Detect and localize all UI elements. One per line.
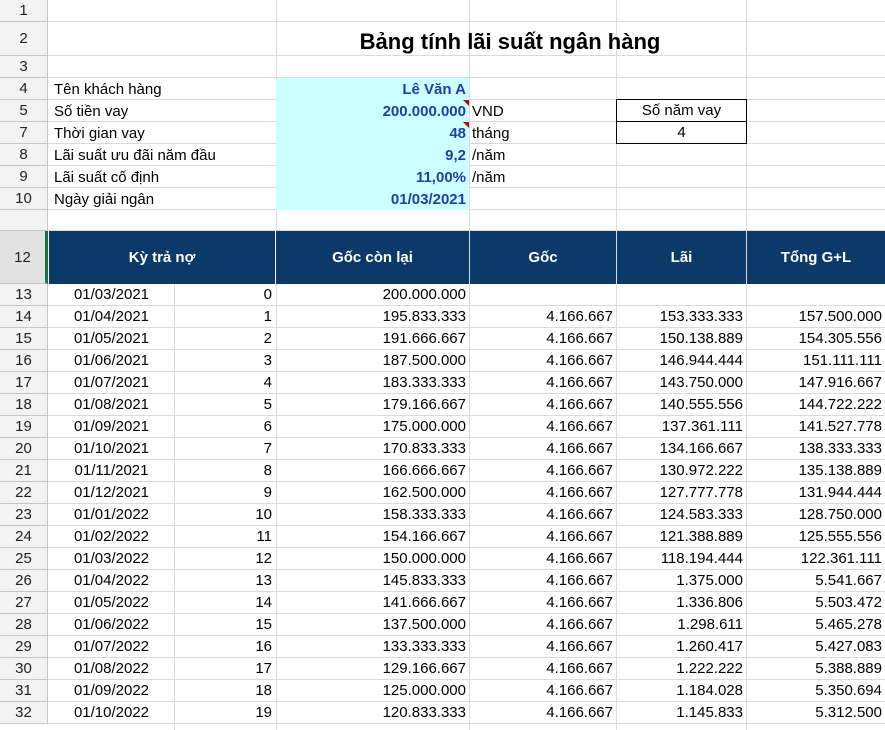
- cell-period-number[interactable]: 19: [255, 704, 272, 721]
- cell-remaining[interactable]: 133.333.333: [382, 638, 466, 655]
- cell-total[interactable]: 125.555.556: [798, 528, 882, 545]
- cell-date[interactable]: 01/04/2021: [73, 308, 150, 325]
- cell-remaining[interactable]: 137.500.000: [382, 616, 466, 633]
- cell-principal[interactable]: 4.166.667: [546, 616, 613, 633]
- cell-principal[interactable]: 4.166.667: [546, 572, 613, 589]
- cell-date[interactable]: 01/11/2021: [74, 462, 149, 479]
- cell-interest[interactable]: 1.145.833: [676, 704, 743, 721]
- header-interest[interactable]: Lãi: [617, 231, 746, 284]
- cell-date[interactable]: 01/02/2022: [73, 528, 150, 545]
- cell-period-number[interactable]: 13: [255, 572, 272, 589]
- cell-interest[interactable]: [617, 284, 746, 305]
- cell-date[interactable]: 01/08/2021: [73, 396, 150, 413]
- cell-remaining[interactable]: 170.833.333: [382, 440, 466, 457]
- row-header[interactable]: 28: [0, 614, 48, 636]
- row-header[interactable]: 19: [0, 416, 48, 438]
- cell-date[interactable]: 01/12/2021: [73, 484, 150, 501]
- cell-principal[interactable]: 4.166.667: [546, 528, 613, 545]
- cell-period-number[interactable]: 5: [263, 396, 272, 413]
- cell-date[interactable]: 01/05/2022: [73, 594, 150, 611]
- cell-remaining[interactable]: 162.500.000: [382, 484, 466, 501]
- grid-row-line: [48, 21, 885, 22]
- cell-date[interactable]: 01/03/2021: [73, 286, 150, 303]
- cell-total[interactable]: 141.527.778: [798, 418, 882, 435]
- cell-interest[interactable]: 140.555.556: [659, 396, 743, 413]
- cell-remaining[interactable]: 141.666.667: [382, 594, 466, 611]
- cell-period-number[interactable]: 4: [263, 374, 272, 391]
- cell-total[interactable]: 138.333.333: [798, 440, 882, 457]
- cell-interest[interactable]: 1.336.806: [676, 594, 743, 611]
- cell-total[interactable]: 5.350.694: [815, 682, 882, 699]
- row-header[interactable]: 3: [0, 56, 48, 78]
- cell-principal[interactable]: 4.166.667: [546, 484, 613, 501]
- cell-interest[interactable]: 130.972.222: [659, 462, 743, 479]
- fixed-rate-input[interactable]: 11,00%: [276, 166, 469, 188]
- cell-principal[interactable]: 4.166.667: [546, 682, 613, 699]
- cell-date[interactable]: 01/09/2022: [73, 682, 150, 699]
- header-remaining[interactable]: Gốc còn lại: [276, 231, 469, 284]
- row-header[interactable]: 9: [0, 166, 48, 188]
- cell-remaining[interactable]: 120.833.333: [382, 704, 466, 721]
- row-header[interactable]: 5: [0, 100, 48, 122]
- cell-period-number[interactable]: 9: [263, 484, 272, 501]
- cell-remaining[interactable]: 187.500.000: [382, 352, 466, 369]
- cell-total[interactable]: [747, 284, 885, 305]
- row-header[interactable]: 24: [0, 526, 48, 548]
- cell-period-number[interactable]: 14: [255, 594, 272, 611]
- cell-period-number[interactable]: 0: [263, 286, 272, 303]
- header-total[interactable]: Tổng G+L: [747, 231, 885, 284]
- cell-interest[interactable]: 146.944.444: [659, 352, 743, 369]
- grid-row-line: [48, 723, 885, 724]
- cell-interest[interactable]: 150.138.889: [659, 330, 743, 347]
- sheet-title: Bảng tính lãi suất ngân hàng: [359, 29, 661, 54]
- promo-rate-unit: /năm: [472, 146, 506, 164]
- cell-principal[interactable]: 4.166.667: [546, 704, 613, 721]
- term-label: Thời gian vay: [54, 124, 145, 142]
- cell-principal[interactable]: 4.166.667: [546, 660, 613, 677]
- cell-period-number[interactable]: 3: [263, 352, 272, 369]
- fixed-rate-unit: /năm: [472, 168, 506, 186]
- cell-remaining[interactable]: 145.833.333: [382, 572, 466, 589]
- cell-date[interactable]: 01/01/2022: [73, 506, 150, 523]
- cell-total[interactable]: 5.427.083: [815, 638, 882, 655]
- promo-rate-label: Lãi suất ưu đãi năm đầu: [54, 146, 216, 164]
- cell-date[interactable]: 01/05/2021: [73, 330, 150, 347]
- cell-total[interactable]: 135.138.889: [798, 462, 882, 479]
- row-header[interactable]: 1: [0, 0, 48, 22]
- loan-unit: VND: [472, 102, 504, 120]
- disburse-date-label: Ngày giải ngân: [54, 190, 155, 208]
- cell-remaining[interactable]: 154.166.667: [382, 528, 466, 545]
- cell-date[interactable]: 01/07/2022: [73, 638, 150, 655]
- term-unit: tháng: [472, 124, 510, 142]
- row-header[interactable]: 4: [0, 78, 48, 100]
- years-label: Số năm vay: [616, 99, 747, 122]
- cell-interest[interactable]: 1.260.417: [676, 638, 743, 655]
- cell-interest[interactable]: 134.166.667: [659, 440, 743, 457]
- row-header[interactable]: 31: [0, 680, 48, 702]
- cell-period-number[interactable]: 15: [255, 616, 272, 633]
- cell-remaining[interactable]: 166.666.667: [382, 462, 466, 479]
- cell-interest[interactable]: 127.777.778: [659, 484, 743, 501]
- cell-principal[interactable]: 4.166.667: [546, 330, 613, 347]
- cell-interest[interactable]: 118.194.444: [660, 550, 743, 567]
- row-header[interactable]: 25: [0, 548, 48, 570]
- cell-principal[interactable]: 4.166.667: [546, 352, 613, 369]
- promo-rate-input[interactable]: 9,2: [276, 144, 469, 166]
- cell-principal[interactable]: 4.166.667: [546, 638, 613, 655]
- cell-date[interactable]: 01/08/2022: [73, 660, 150, 677]
- cell-principal[interactable]: 4.166.667: [546, 308, 613, 325]
- cell-principal[interactable]: 4.166.667: [546, 418, 613, 435]
- cell-period-number[interactable]: 18: [255, 682, 272, 699]
- years-value[interactable]: 4: [616, 121, 747, 144]
- loan-amount-label: Số tiền vay: [54, 102, 129, 120]
- row-header[interactable]: 21: [0, 460, 48, 482]
- cell-period-number[interactable]: 12: [255, 550, 272, 567]
- cell-period-number[interactable]: 16: [255, 638, 272, 655]
- row-header[interactable]: 20: [0, 438, 48, 460]
- cell-total[interactable]: 5.312.500: [815, 704, 882, 721]
- row-header[interactable]: 12: [0, 231, 48, 284]
- cell-total[interactable]: 151.111.111: [803, 352, 882, 369]
- cell-remaining[interactable]: 158.333.333: [382, 506, 466, 523]
- cell-date[interactable]: 01/10/2021: [73, 440, 150, 457]
- row-header[interactable]: 8: [0, 144, 48, 166]
- cell-period-number[interactable]: 10: [255, 506, 272, 523]
- row-header[interactable]: 27: [0, 592, 48, 614]
- cell-date[interactable]: 01/06/2022: [73, 616, 150, 633]
- fixed-rate-label: Lãi suất cố định: [54, 168, 160, 186]
- cell-interest[interactable]: 1.375.000: [676, 572, 743, 589]
- cell-period-number[interactable]: 17: [255, 660, 272, 677]
- cell-total[interactable]: 144.722.222: [798, 396, 882, 413]
- cell-total[interactable]: 122.361.111: [800, 550, 882, 567]
- loan-amount-input[interactable]: 200.000.000: [276, 100, 469, 122]
- cell-principal[interactable]: 4.166.667: [546, 594, 613, 611]
- cell-remaining[interactable]: 125.000.000: [382, 682, 466, 699]
- cell-date[interactable]: 01/03/2022: [73, 550, 150, 567]
- cell-total[interactable]: 5.388.889: [815, 660, 882, 677]
- cell-total[interactable]: 5.465.278: [815, 616, 882, 633]
- cell-total[interactable]: 147.916.667: [798, 374, 882, 391]
- row-header[interactable]: 26: [0, 570, 48, 592]
- cell-principal[interactable]: 4.166.667: [546, 550, 613, 567]
- cell-period-number[interactable]: 6: [263, 418, 272, 435]
- cell-date[interactable]: 01/06/2021: [73, 352, 150, 369]
- customer-input[interactable]: Lê Văn A: [276, 78, 469, 100]
- cell-remaining[interactable]: 175.000.000: [382, 418, 466, 435]
- cell-total[interactable]: 154.305.556: [798, 330, 882, 347]
- cell-total[interactable]: 128.750.000: [798, 506, 882, 523]
- header-period[interactable]: Kỳ trả nợ: [49, 231, 275, 284]
- cell-remaining[interactable]: 179.166.667: [382, 396, 466, 413]
- disburse-date-input[interactable]: 01/03/2021: [276, 188, 469, 210]
- cell-interest[interactable]: 143.750.000: [659, 374, 743, 391]
- cell-period-number[interactable]: 11: [256, 528, 272, 545]
- cell-interest[interactable]: 1.298.611: [677, 616, 743, 633]
- cell-principal[interactable]: 4.166.667: [546, 440, 613, 457]
- row-header[interactable]: 29: [0, 636, 48, 658]
- cell-remaining[interactable]: 195.833.333: [382, 308, 466, 325]
- cell-period-number[interactable]: 1: [263, 308, 272, 325]
- cell-date[interactable]: 01/04/2022: [73, 572, 150, 589]
- cell-period-number[interactable]: 2: [263, 330, 272, 347]
- row-header[interactable]: 30: [0, 658, 48, 680]
- cell-interest[interactable]: 124.583.333: [659, 506, 743, 523]
- row-header[interactable]: 16: [0, 350, 48, 372]
- row-header[interactable]: 15: [0, 328, 48, 350]
- cell-remaining[interactable]: 150.000.000: [382, 550, 466, 567]
- cell-date[interactable]: 01/09/2021: [73, 418, 150, 435]
- cell-interest[interactable]: 137.361.111: [661, 418, 743, 435]
- row-header[interactable]: 10: [0, 188, 48, 210]
- customer-label: Tên khách hàng: [54, 80, 162, 98]
- term-input[interactable]: 48: [276, 122, 469, 144]
- row-header[interactable]: 14: [0, 306, 48, 328]
- cell-period-number[interactable]: 8: [263, 462, 272, 479]
- row-header[interactable]: 13: [0, 284, 48, 306]
- cell-interest[interactable]: 1.184.028: [676, 682, 743, 699]
- row-header[interactable]: 7: [0, 122, 48, 144]
- cell-principal[interactable]: 4.166.667: [546, 374, 613, 391]
- row-header[interactable]: 18: [0, 394, 48, 416]
- row-header[interactable]: 2: [0, 22, 48, 56]
- cell-remaining[interactable]: 129.166.667: [382, 660, 466, 677]
- cell-total[interactable]: 131.944.444: [798, 484, 882, 501]
- row-header[interactable]: 17: [0, 372, 48, 394]
- cell-date[interactable]: 01/10/2022: [73, 704, 150, 721]
- row-header[interactable]: 23: [0, 504, 48, 526]
- header-principal[interactable]: Gốc: [470, 231, 616, 284]
- cell-date[interactable]: 01/07/2021: [73, 374, 150, 391]
- cell-remaining[interactable]: 191.666.667: [382, 330, 466, 347]
- cell-principal[interactable]: 4.166.667: [546, 396, 613, 413]
- cell-remaining[interactable]: 183.333.333: [382, 374, 466, 391]
- cell-principal[interactable]: [470, 284, 616, 305]
- cell-interest[interactable]: 1.222.222: [676, 660, 743, 677]
- cell-total[interactable]: 157.500.000: [798, 308, 882, 325]
- row-header[interactable]: 32: [0, 702, 48, 724]
- cell-principal[interactable]: 4.166.667: [546, 462, 613, 479]
- cell-remaining[interactable]: 200.000.000: [382, 286, 466, 303]
- cell-period-number[interactable]: 7: [263, 440, 272, 457]
- row-header[interactable]: 22: [0, 482, 48, 504]
- cell-principal[interactable]: 4.166.667: [546, 506, 613, 523]
- cell-total[interactable]: 5.503.472: [815, 594, 882, 611]
- cell-interest[interactable]: 153.333.333: [659, 308, 743, 325]
- cell-interest[interactable]: 121.388.889: [659, 528, 743, 545]
- cell-total[interactable]: 5.541.667: [815, 572, 882, 589]
- row-header-hidden-gap: [0, 210, 48, 231]
